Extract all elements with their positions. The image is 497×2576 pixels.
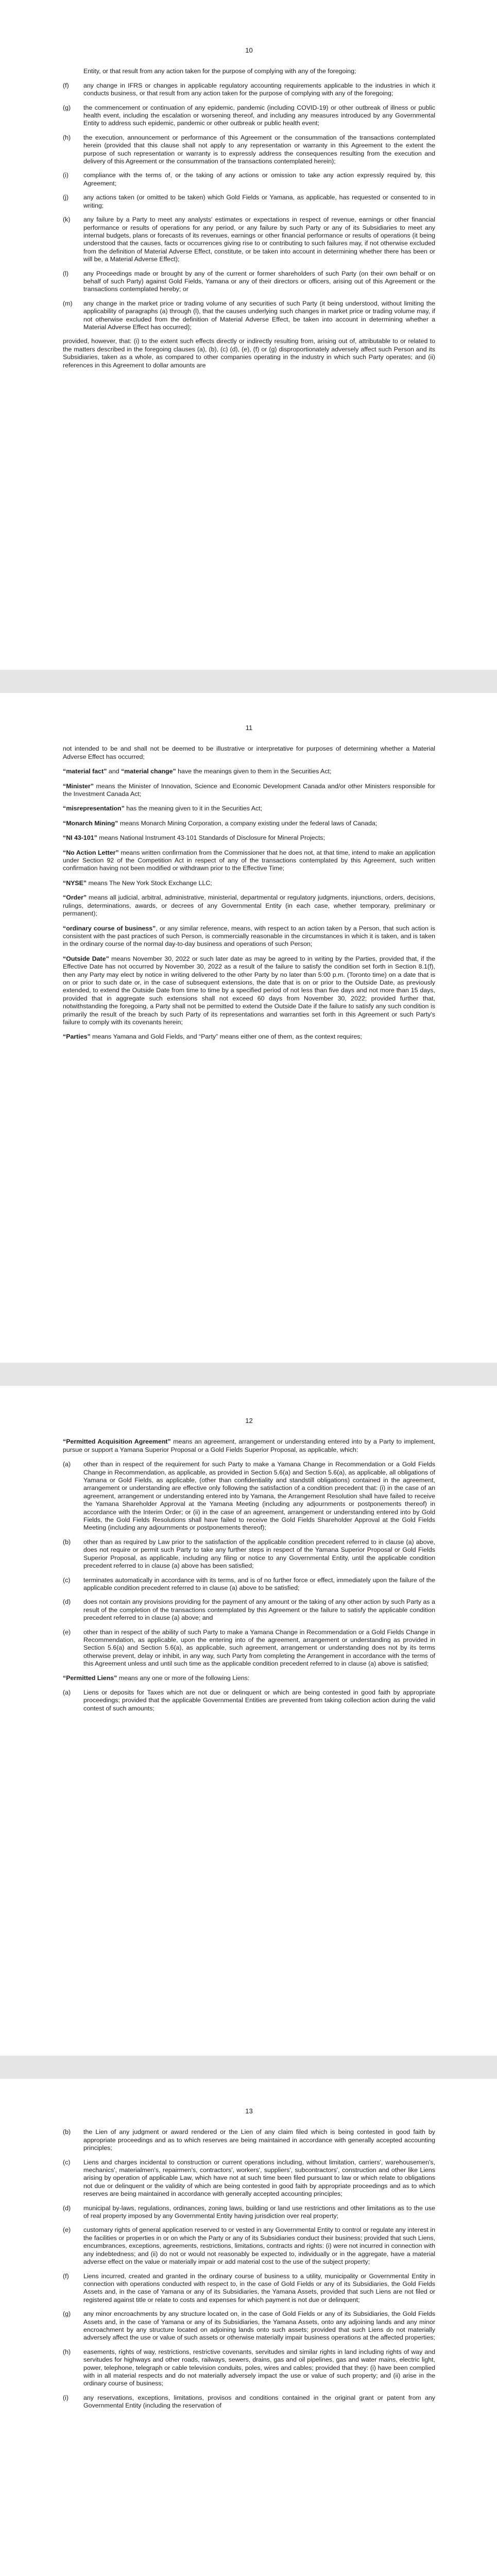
clause-item [63, 104, 435, 128]
definition-text: means all judicial, arbitral, administrative, ministerial, departmental or regulatory judgments, injunctions, orders, decisions, rulings, determinations, awards, or decrees of any Governmental Entity (in each case, whether temporary, preliminary or permanent); [63, 894, 435, 918]
defined-term: “NYSE” [63, 879, 87, 887]
clause-label: (i) [63, 2394, 69, 2401]
clause-text: any Proceedings made or brought by any of the current or former shareholders of such Party (on their own behalf or on behalf of such Party) against Gold Fields, Yamana or any of their directors or officers, arising out of this Agreement or the transactions contemplated hereby; or [83, 269, 435, 293]
clause-text: Liens or deposits for Taxes which are not due or delinquent or which are being contested in good faith by appropriate proceedings; provided that the applicable Governmental Entities are prevented from taking collection action during the valid contest of such amounts; [83, 1688, 435, 1712]
definition-permitted-liens [63, 1674, 435, 1682]
clause-item [63, 82, 435, 98]
clause-item [63, 172, 435, 188]
clause-item [63, 1689, 435, 1713]
definition-text: means any one or more of the following Liens: [117, 1674, 250, 1682]
clause-text: any reservations, exceptions, limitations, provisos and conditions contained in the original grant or patent from any Governmental Entity (including the reservation of [83, 2394, 435, 2410]
page-11 [0, 693, 497, 1363]
defined-term: “Permitted Acquisition Agreement” [63, 1438, 171, 1446]
defined-term: “Parties” [63, 1033, 91, 1041]
clause-text: other than in respect of the requirement for such Party to make a Yamana Change in Recommendation or a Gold Fields Change in Recommendation, as applicable, as provided in Section 5.6(a) and Section 5.6(a), as applicable, all obligations of Yamana or Gold Fields, as applicable, (other than confidentiality and standstill obligations) contained in the agreement, arrangement or understanding are effective only following the satisfaction of a condition precedent that: (i) in the case of an agreement, arrangement or understanding entered into by Yamana, the Arrangement Resolution shall have failed to receive the Yamana Shareholder Approval at the Yamana Meeting (including any adjournments or postponements thereof) in accordance with the Interim Order; or (ii) in the case of an agreement, arrangement or understanding entered into by Gold Fields, the Gold Fields Resolutions shall have failed to receive the Gold Fields Shareholder Approval at the Gold Fields Meeting (including any adjournments or postponements thereof); [83, 1461, 435, 1532]
definition-text: have the meanings given to them in the Securities Act; [176, 768, 332, 775]
definition [63, 925, 435, 948]
clause-text: Liens incurred, created and granted in the ordinary course of business to a utility, municipality or Governmental Entity in connection with operations conducted with respect to, in the case of Gold Fields or any of its Subsidiaries, the Gold Fields Assets and, in the case of Yamana or any of its Subsidiaries, the Yamana Assets, provided that such Liens are not filed or registered against title or relate to costs and expenses for which payment is not due or delinquent; [83, 2272, 435, 2303]
clause-item [63, 300, 435, 332]
clause-text: the execution, announcement or performance of this Agreement or the consummation of the transactions contemplated herein (provided that this clause shall not apply to any representation or warranty in this Agreement to the extent the purpose of such representation or warranty is to expressly address the consequences resulting from the execution and delivery of this Agreement or the consummation of the transactions contemplated herein); [83, 133, 435, 165]
definition [63, 849, 435, 873]
clause-label: (k) [63, 216, 71, 224]
definition [63, 768, 435, 775]
defined-term: “material change” [121, 768, 176, 775]
continued-text: not intended to be and shall not be deemed to be illustrative or interpretative for purposes of determining whether a Material Adverse Effect has occurred; [63, 745, 435, 760]
clause-item [63, 2348, 435, 2388]
proviso-paragraph: provided, however, that: (i) to the extent such effects directly or indirectly resulting from, arising out of, attributable to or related to the matters described in the foregoing clauses (a), (b), (c) (d), (e), (f) or (g) disproportionately adversely affect such Person and its Subsidiaries, taken as a whole, as compared to other companies operating in the industry in which such Party operates; and (ii) references in this Agreement to dollar amounts are [63, 337, 435, 369]
clause-label: (h) [63, 133, 71, 141]
page-number: 12 [245, 1417, 253, 1425]
clause-item [63, 2310, 435, 2342]
definition-text: means an agreement, arrangement or understanding entered into by a Party to implement, pursue or support a Yamana Superior Proposal or a Gold Fields Superior Proposal, as applicable, which: [63, 1438, 435, 1453]
clause-text: does not contain any provisions providing for the payment of any amount or the taking of any other action by such Party as a result of the completion of the transactions contemplated by this Agreement or the failure to satisfy the applicable condition precedent referred to in clause (a) above; and [83, 1598, 435, 1622]
defined-term: “NI 43-101” [63, 834, 97, 842]
clause-text: other than as required by Law prior to the satisfaction of the applicable condition precedent referred to in clause (a) above, does not require or permit such Party to take any further steps in respect of the Yamana Superior Proposal or Gold Fields Superior Proposal, as applicable, including any filing or notice to any Governmental Entity, until the applicable condition precedent referred to in clause (a) above has been satisfied; [83, 1538, 435, 1570]
clause-text: any failure by a Party to meet any analysts' estimates or expectations in respect of revenue, earnings or other financial performance or results of operations for any period, or any failure by such Party or any of its Subsidiaries to meet any internal budgets, plans or forecasts of its revenues, earnings or other financial performance or results of operations (it being understood that the causes, facts or occurrences giving rise to or contributing to such failures may, if not otherwise excluded from the definition of Material Adverse Effect, constitute, or be taken into account in determining whether there has been or will be, a Material Adverse Effect); [83, 216, 435, 263]
definition-text: means Yamana and Gold Fields, and “Party” means either one of them, as the context requires; [90, 1033, 362, 1041]
clause-item [63, 1538, 435, 1570]
clause-label: (d) [63, 1598, 71, 1606]
clause-label: (d) [63, 2204, 71, 2212]
defined-term: “No Action Letter” [63, 849, 119, 856]
lien-list [63, 1689, 435, 1713]
clause-label: (c) [63, 2158, 71, 2166]
definition [63, 1033, 435, 1041]
clause-text: Liens and charges incidental to construction or current operations including, without limitation, carriers', warehousemen's, mechanics', materialmen's, repairmen's, contractors', workers', suppliers', subcontractors', construction and other like Liens arising by operation of applicable Law, which have not at such time been filed pursuant to law or which relate to obligations not due or delinquent or the validity of which are being contested in good faith by appropriate proceedings and as to which reserves are being maintained in accordance with generally accepted accounting principles; [83, 2158, 435, 2198]
clause-text: terminates automatically in accordance with its terms, and is of no further force or effect, immediately upon the failure of the applicable condition precedent referred to in clause (a) above to be satisfied; [83, 1576, 435, 1591]
defined-term: “Outside Date” [63, 955, 109, 962]
defined-term: “material fact” [63, 768, 107, 775]
clause-label: (f) [63, 81, 69, 89]
definition-text: means the Minister of Innovation, Science and Economic Development Canada and/or other Ministers responsible for the Investment Canada Act; [63, 782, 435, 798]
clause-label: (m) [63, 299, 73, 307]
definition [63, 955, 435, 1027]
clause-label: (b) [63, 1538, 71, 1546]
clause-label: (a) [63, 1461, 71, 1468]
clause-item [63, 1461, 435, 1532]
lien-list [63, 2128, 435, 2410]
clause-text: any change in the market price or trading volume of any securities of such Party (it being understood, without limiting the applicability of paragraphs (a) through (l), that the causes underlying such changes in market price or trading volume may, if not otherwise excluded from the definition of Material Adverse Effect, be taken into account in determining whether a Material Adverse Effect has occurred); [83, 299, 435, 331]
clause-item [63, 2159, 435, 2198]
defined-term: “Order” [63, 894, 87, 902]
clause-item [63, 1629, 435, 1668]
continued-text: Entity, or that result from any action taken for the purpose of complying with any of the foregoing; [83, 67, 356, 75]
defined-term: “Monarch Mining” [63, 819, 118, 827]
clause-text: compliance with the terms of, or the taking of any actions or omission to take any action expressly required by, this Agreement; [83, 172, 435, 187]
clause-item [63, 1598, 435, 1622]
clause-item [63, 194, 435, 210]
defined-term: “misrepresentation” [63, 805, 125, 812]
definition-permitted-acquisition-agreement [63, 1438, 435, 1454]
clause-label: (l) [63, 269, 69, 277]
clause-text: any actions taken (or omitted to be taken) which Gold Fields or Yamana, as applicable, has requested or consented to in writing; [83, 194, 435, 209]
clause-item [63, 1577, 435, 1592]
page-number: 10 [245, 46, 253, 54]
definition [63, 805, 435, 812]
clause-item [63, 2394, 435, 2410]
clause-label: (a) [63, 1688, 71, 1696]
clause-list [63, 82, 435, 332]
clause-item [63, 216, 435, 263]
clause-text: the Lien of any judgment or award rendered or the Lien of any claim filed which is being contested in good faith by appropriate proceedings and as to which reserves are being maintained in accordance with generally accepted accounting principles; [83, 2128, 435, 2152]
clause-text: any minor encroachments by any structure located on, in the case of Gold Fields or any of its Subsidiaries, the Gold Fields Assets and, in the case of Yamana or any of its Subsidiaries, the Yamana Assets, onto any adjoining lands and any minor encroachment by any structure located on adjoining lands onto such assets; provided that such Liens do not materially adversely affect the use or value of such assets or otherwise materially impair business operations at the affected properties; [83, 2310, 435, 2342]
clause-item [63, 2205, 435, 2221]
definition-text: means National Instrument 43-101 Standards of Disclosure for Mineral Projects; [97, 834, 325, 842]
clause-label: (g) [63, 104, 71, 111]
clause-label: (b) [63, 2128, 71, 2136]
page-number: 11 [245, 724, 253, 732]
clause-text: any change in IFRS or changes in applicable regulatory accounting requirements applicable to the industries in which it conducts business, or that result from any action taken for the purpose of complying with any of the foregoing; [83, 81, 435, 97]
clause-text: customary rights of general application reserved to or vested in any Governmental Entity to control or regulate any interest in the facilities or properties in or on which the Party or any of its Subsidiaries conduct their business; provided that such Liens, encumbrances, exceptions, agreements, restrictions, limitations, contracts and rights: (i) were not incurred in connection with any indebtedness; and (ii) do not or would not reasonably be expected to, individually or in the aggregate, have a material adverse effect on the value or materially impair or add material cost to the use of the subject property; [83, 2226, 435, 2266]
page-13 [0, 2079, 497, 2576]
clause-text: the commencement or continuation of any epidemic, pandemic (including COVID-19) or other outbreak of illness or public health event, including the escalation or worsening thereof, and including any measures introduced by any Governmental Entity to address such epidemic, pandemic or other outbreak or public health event; [83, 104, 435, 127]
defined-term: “ordinary course of business” [63, 924, 156, 932]
page-10 [0, 0, 497, 670]
clause-label: (e) [63, 1628, 71, 1636]
clause-item [63, 2226, 435, 2266]
clause-item [63, 2273, 435, 2304]
clause-label: (h) [63, 2348, 71, 2355]
clause-item [63, 2128, 435, 2152]
clause-label: (e) [63, 2226, 71, 2234]
clause-label: (f) [63, 2272, 69, 2280]
definition-text: means written confirmation from the Commissioner that he does not, at that time, intend to make an application under Section 92 of the Competition Act in respect of any of the transactions contemplated by this Agreement, such written confirmation having not been modified or withdrawn prior to the Effective Time; [63, 849, 435, 872]
clause-label: (i) [63, 172, 69, 179]
clause-text: municipal by-laws, regulations, ordinances, zoning laws, building or land use restrictions and other limitations as to the use of real property imposed by any Governmental Entity having jurisdiction over real property; [83, 2204, 435, 2220]
clause-item [63, 270, 435, 294]
clause-list [63, 1461, 435, 1668]
page-number: 13 [245, 2107, 253, 2115]
definition-text: has the meaning given to it in the Securities Act; [124, 805, 263, 812]
clause-label: (j) [63, 194, 69, 201]
definition-text: , or any similar reference, means, with respect to an action taken by a Person, that such action is consistent with the past practices of such Person, is commercially reasonable in the circumstances in which it is taken, and is taken in the ordinary course of the normal day-to-day business and operations of such Person; [63, 924, 435, 948]
definition-list [63, 768, 435, 1041]
clause-text: easements, rights of way, restrictions, restrictive covenants, servitudes and similar rights in land including rights of way and servitudes for highways and other roads, railways, sewers, drains, gas and oil pipelines, gas and water mains, electric light, power, telephone, telegraph or cable television conduits, poles, wires and cables; provided that they: (i) have been complied with in all material respects and do not materially adversely impact the use or value of such property; and (ii) arise in the ordinary course of business; [83, 2348, 435, 2387]
defined-term: “Permitted Liens” [63, 1674, 117, 1682]
clause-label: (g) [63, 2310, 71, 2318]
term-joiner: and [107, 768, 121, 775]
clause-label: (c) [63, 1576, 71, 1584]
page-12 [0, 1386, 497, 2056]
definition-text: means Monarch Mining Corporation, a company existing under the federal laws of Canada; [118, 819, 378, 827]
definition [63, 820, 435, 827]
definition [63, 783, 435, 799]
clause-item [63, 134, 435, 166]
definition [63, 894, 435, 918]
definition-text: means The New York Stock Exchange LLC; [87, 879, 212, 887]
definition [63, 834, 435, 842]
defined-term: “Minister” [63, 782, 94, 790]
definition [63, 879, 435, 887]
definition-text: means November 30, 2022 or such later date as may be agreed to in writing by the Parties, provided that, if the Effective Date has not occurred by November 30, 2022 as a result of the failure to satisfy the condition set forth in Section 8.1(f), then any Party may elect by notice in writing delivered to the other Party by no later than 5:00 p.m. (Toronto time) on a date that is on or prior to such date or, in the case of subsequent extensions, the date that is on or prior to the Outside Date, as previously extended, to extend the Outside Date from time to time by a specified period of not less than five days and not more than 15 days, provided that in aggregate such extensions shall not exceed 60 days from November 30, 2022; provided further that, notwithstanding the foregoing, a Party shall not be permitted to extend the Outside Date if the failure to satisfy any such condition is primarily the result of the breach by such Party of its representations and warranties set forth in this Agreement or such Party's failure to comply with its covenants herein; [63, 955, 436, 1026]
clause-text: other than in respect of the ability of such Party to make a Yamana Change in Recommendation or a Gold Fields Change in Recommendation, as applicable, upon the entering into of the agreement, arrangement or understanding as provided in Section 5.6(a) and Section 5.6(a), as applicable, such agreement, arrangement or understanding does not by its terms otherwise prevent, delay or inhibit, in any way, such Party from completing the Arrangement in accordance with the terms of this Agreement unless and until such time as the applicable condition precedent referred to in clause (a) above is satisfied; [83, 1628, 435, 1668]
